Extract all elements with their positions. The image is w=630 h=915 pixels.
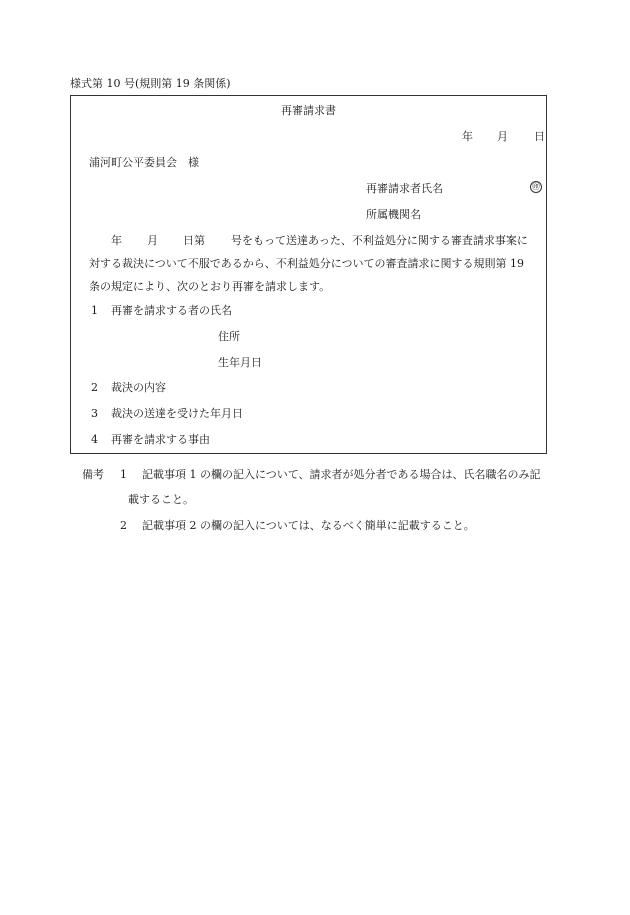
item-text: 再審を請求する者の氏名 <box>111 304 232 317</box>
claimant-name-label: 再審請求者氏名 <box>366 182 443 195</box>
item-number: 1 <box>91 304 98 317</box>
seal-icon <box>530 181 542 193</box>
birthdate-label: 生年月日 <box>218 356 262 369</box>
remark-text: 記載事項 1 の欄の記入について、請求者が処分者である場合は、氏名職名のみ記 <box>142 468 541 481</box>
paragraph-year: 年 <box>111 234 122 247</box>
address-label: 住所 <box>218 330 240 343</box>
paragraph-line-2: 対する裁決について不服であるから、不利益処分についての審査請求に関する規則第 19 <box>89 257 525 270</box>
date-year-label: 年 <box>462 130 473 143</box>
remarks-label: 備考 <box>82 468 104 481</box>
affiliation-label: 所属機関名 <box>366 208 421 221</box>
date-day-label: 日 <box>534 130 545 143</box>
paragraph-day: 日第 <box>183 234 205 247</box>
remark-number: 2 <box>120 519 127 532</box>
paragraph-line-3: 条の規定により、次のとおり再審を請求します。 <box>89 280 331 293</box>
remark-number: 1 <box>120 468 127 481</box>
remark-text: 記載事項 2 の欄の記入については、なるべく簡単に記載すること。 <box>142 519 475 532</box>
item-text: 再審を請求する事由 <box>111 433 210 446</box>
item-number: 3 <box>91 407 98 420</box>
seal-glyph: ㊞ <box>532 182 540 191</box>
item-number: 2 <box>91 381 98 394</box>
item-text: 裁決の送達を受けた年月日 <box>111 407 243 420</box>
date-month-label: 月 <box>497 130 508 143</box>
document-title: 再審請求書 <box>281 104 336 117</box>
item-text: 裁決の内容 <box>111 381 166 394</box>
form-frame <box>70 95 547 454</box>
paragraph-rest: 号をもって送達あった、不利益処分に関する審査請求事案に <box>231 234 528 247</box>
form-reference: 様式第 10 号(規則第 19 条関係) <box>70 77 231 90</box>
paragraph-month: 月 <box>147 234 158 247</box>
addressee: 浦河町公平委員会 様 <box>89 156 199 169</box>
item-number: 4 <box>91 433 98 446</box>
remark-text-continued: 載すること。 <box>128 493 194 506</box>
